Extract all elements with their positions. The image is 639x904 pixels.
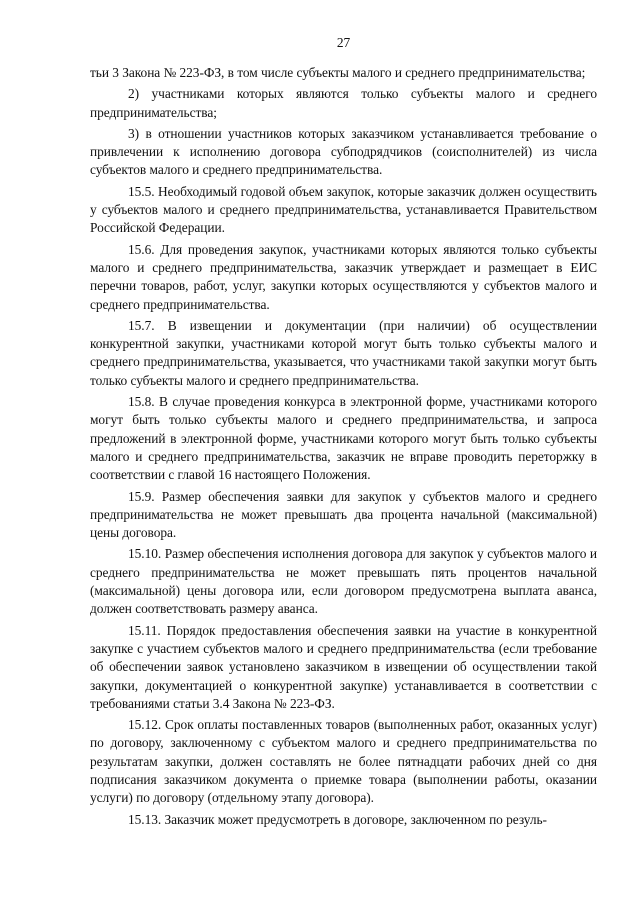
paragraph: 3) в отношении участников которых заказчиком устанавливается требование о привлечении к исполнению договора субподрядчиков (соисполнителей) из числа субъектов малого и среднего предпринимательства. bbox=[90, 125, 597, 178]
paragraph-15-6: 15.6. Для проведения закупок, участниками которых являются только субъекты малого и среднего предпринимательства, заказчик утверждает и размещает в ЕИС перечни товаров, работ, услуг, закупки которых осуществляются у субъектов малого и среднего предпринимательства. bbox=[90, 241, 597, 312]
paragraph: 2) участниками которых являются только субъекты малого и среднего предпринимательства; bbox=[90, 86, 597, 120]
document-body bbox=[90, 64, 597, 829]
paragraph-15-7: 15.7. В извещении и документации (при наличии) об осуществлении конкурентной закупки, участниками которой могут быть только субъекты малого и среднего предпринимательства, указывается, что участниками такой закупки могут быть только субъекты малого и среднего предпринимательства. bbox=[90, 317, 597, 388]
paragraph-15-12: 15.12. Срок оплаты поставленных товаров (выполненных работ, оказанных услуг) по договору, заключенному с субъектом малого и среднего предпринимательства по результатам закупки, должен составлять не более пятнадцати рабочих дней со дня подписания заказчиком документа о приемке товара (выполнении работы, оказании услуги) по договору (отдельному этапу договора). bbox=[90, 717, 597, 806]
paragraph: тьи 3 Закона № 223-ФЗ, в том числе субъекты малого и среднего предпринимательства; bbox=[90, 65, 586, 80]
page-number: 27 bbox=[336, 35, 351, 50]
paragraph-15-13: 15.13. Заказчик может предусмотреть в договоре, заключенном по резуль- bbox=[128, 811, 547, 827]
paragraph-15-9: 15.9. Размер обеспечения заявки для закупок у субъектов малого и среднего предпринимательства не может превышать два процента начальной (максимальной) цены договора. bbox=[90, 488, 597, 541]
paragraph-15-10: 15.10. Размер обеспечения исполнения договора для закупок у субъектов малого и среднего предпринимательства не может превышать пять процентов начальной (максимальной) цены договора или, если договором предусмотрена выплата аванса, должен соответствовать размеру аванса. bbox=[90, 546, 597, 617]
paragraph-15-5: 15.5. Необходимый годовой объем закупок, которые заказчик должен осуществить у субъектов малого и среднего предпринимательства, устанавливается Правительством Российской Федерации. bbox=[90, 183, 597, 236]
paragraph-15-8: 15.8. В случае проведения конкурса в электронной форме, участниками которого могут быть только субъекты малого и среднего предпринимательства, и запроса предложений в электронной форме, участниками которого могут быть только субъекты малого и среднего предпринимательства, заказчик не вправе проводить переторжку в соответствии с главой 16 настоящего Положения. bbox=[90, 394, 597, 483]
paragraph-15-11: 15.11. Порядок предоставления обеспечения заявки на участие в конкурентной закупке с участием субъектов малого и среднего предпринимательства (если требование об обеспечении заявок установлено заказчиком в извещении об осуществлении такой закупки, документацией о конкурентной закупке) устанавливается в соответствии с требованиями статьи 3.4 Закона № 223-ФЗ. bbox=[90, 622, 597, 711]
